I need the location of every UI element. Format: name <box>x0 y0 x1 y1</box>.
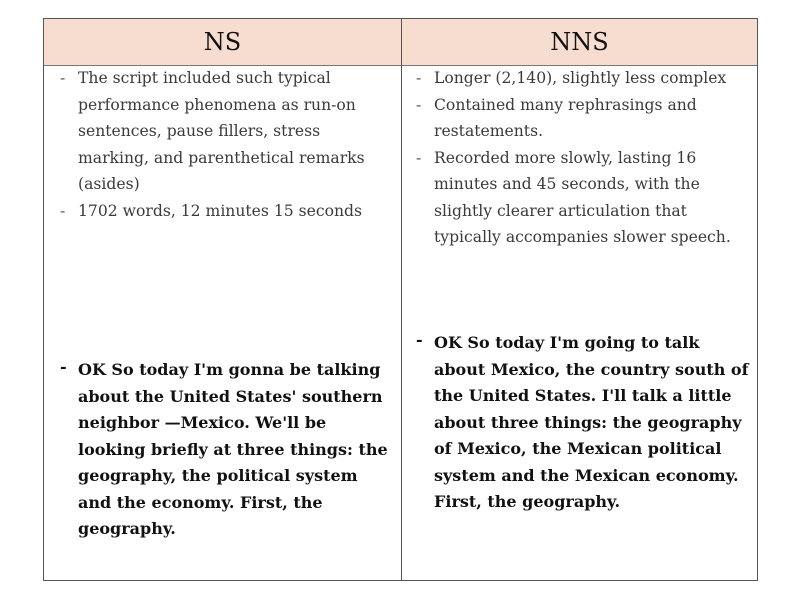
header-nns: NNS <box>550 28 609 56</box>
bullet-marker: - <box>416 95 422 114</box>
bullet-marker: - <box>60 69 66 87</box>
nns-column <box>414 65 752 511</box>
ns-excerpt <box>58 357 388 543</box>
nns-bullet-item <box>414 92 752 145</box>
comparison-table <box>43 18 758 581</box>
bullet-marker: - <box>416 69 422 87</box>
nns-bullet-text: Recorded more slowly, lasting 16 minutes and 45 seconds, with the slightly clearer articulation that typically accompanies slower speech. <box>434 148 731 246</box>
header-ns: NS <box>203 28 242 56</box>
nns-bullet-text: Longer (2,140), slightly less complex <box>434 69 727 87</box>
ns-excerpt-text: OK So today I'm gonna be talking about the United States' southern neighbor —Mexico. We'll be looking briefly at three things: the geography, the political system and the economy. First, the geography. <box>78 360 388 538</box>
ns-bullet-text: The script included such typical performance phenomena as run-on sentences, pause fillers, stress marking, and parenthetical remarks (asides) <box>78 69 365 193</box>
ns-bullet-text: 1702 words, 12 minutes 15 seconds <box>78 201 363 220</box>
nns-excerpt <box>414 330 752 516</box>
nns-bullet-text: Contained many rephrasings and restatements. <box>434 95 697 140</box>
nns-bullet-item <box>414 65 752 92</box>
nns-excerpt-text: OK So today I'm going to talk about Mexico, the country south of the United States. I'll talk a little about three things: the geography of Mexico, the Mexican political system and the Mexican economy. First, the geography. <box>434 333 749 511</box>
column-divider <box>401 19 402 580</box>
ns-column <box>58 65 388 538</box>
bullet-marker: - <box>60 357 67 376</box>
bullet-marker: - <box>416 330 423 349</box>
nns-bullet-list <box>414 65 752 251</box>
bullet-marker: - <box>60 201 66 220</box>
ns-bullet-item <box>58 198 388 225</box>
bullet-marker: - <box>416 148 422 167</box>
ns-bullet-list <box>58 65 388 224</box>
nns-bullet-item <box>414 145 752 251</box>
ns-bullet-item <box>58 65 388 198</box>
